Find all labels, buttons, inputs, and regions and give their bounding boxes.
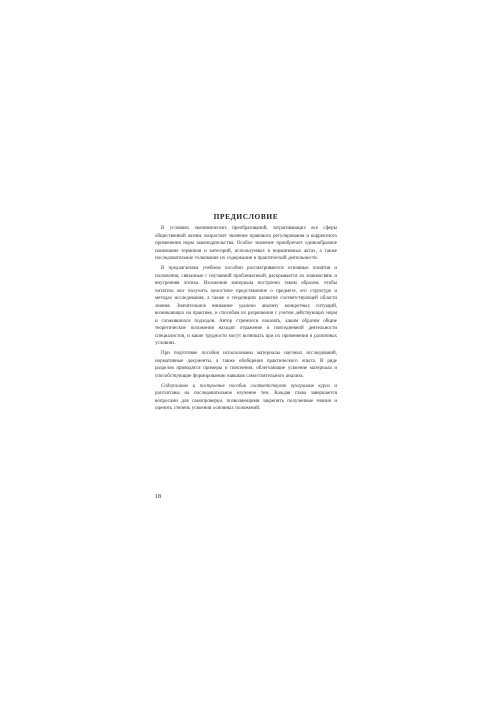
paragraph-text: и рассчитаны на последовательное изучение тем. Каждая глава завершается вопросами для самопроверки, позволяющими закрепить полученные знания и оценить степень усвоения основных положений. [155,383,337,411]
paragraph [155,383,337,413]
page-number: 18 [155,494,161,500]
paragraph [155,225,337,263]
paragraph-list [155,225,337,413]
page-heading: ПРЕДИСЛОВИЕ [213,212,279,221]
paragraph [155,350,337,380]
paragraph [155,265,337,348]
text-block [155,212,337,415]
paragraph-text: В условиях экономических преобразований, затрагивающих все сферы общественной жизни, возрастает значение правового регулирования и корректного применения норм законодательства. Особое значение приобретает единообразное понимание терминов и категорий, используемых в нормативных актах, а также последовательное толкование их содержания в практической деятельности. [155,226,337,261]
paragraph-text: При подготовке пособия использованы материалы научных исследований, нормативные документы, а также обобщения практического опыта. В ряде разделов приводятся примеры и пояснения, облегчающие усвоение материала и способствующие формированию навыков самостоятельного анализа. [155,351,337,379]
paragraph-text: В предлагаемом учебном пособии рассматриваются основные понятия и положения, связанные с изучаемой проблематикой, раскрывается их взаимосвязь и внутренняя логика. Изложение материала построено таким образом, чтобы читатель мог получить целостное представление о предмете, его структуре и методах исследования, а также о тенденциях развития соответствующей области знания. Значительное внимание уделено анализу конкретных ситуаций, возникающих на практике, и способам их разрешения с учетом действующих норм и сложившихся подходов. Автор стремился показать, каким образом общие теоретические положения находят отражение в повседневной деятельности специалистов, и какие трудности могут возникать при их применении в различных условиях. [155,266,337,346]
paragraph-lead: Содержание и построение пособия соответствуют программе курса [161,383,330,389]
